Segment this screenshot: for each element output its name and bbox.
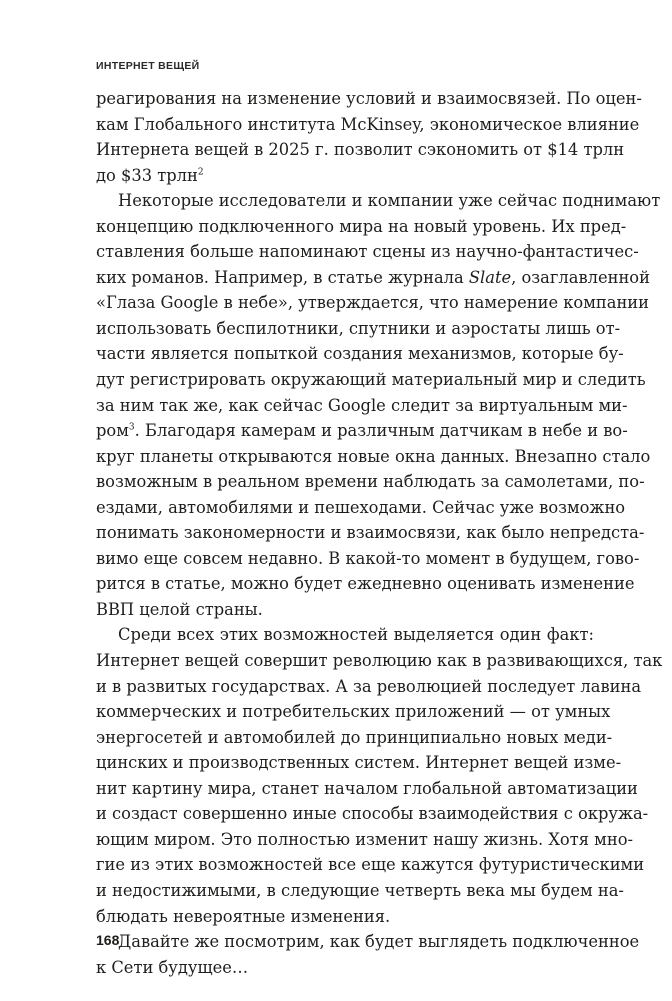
text-line: за ним так же, как сейчас Google следит за виртуальным ми- bbox=[96, 395, 628, 415]
line-text: до $33 трлн bbox=[96, 165, 198, 185]
text-line: использовать беспилотники, спутники и аэростаты лишь от- bbox=[96, 318, 621, 338]
text-line: к Сети будущее… bbox=[96, 957, 249, 977]
text-line bbox=[96, 265, 650, 291]
text-line: ездами, автомобилями и пешеходами. Сейчас уже возможно bbox=[96, 497, 626, 517]
text-line: и в развитых государствах. А за революцией последует лавина bbox=[96, 676, 642, 696]
text-line: возможным в реальном времени наблюдать за самолетами, по- bbox=[96, 472, 645, 492]
line-text: ких романов. Например, в статье журнала bbox=[96, 267, 469, 287]
text-line: дут регистрировать окружающий материальный мир и следить bbox=[96, 370, 646, 390]
text-line: рится в статье, можно будет ежедневно оценивать изменение bbox=[96, 574, 635, 594]
text-line: части является попыткой создания механизмов, которые бу- bbox=[96, 344, 624, 364]
line-text: ром bbox=[96, 421, 129, 441]
paragraph bbox=[96, 188, 661, 622]
running-header: ИНТЕРНЕТ ВЕЩЕЙ bbox=[96, 60, 200, 72]
footnote-marker: 3 bbox=[128, 422, 135, 433]
text-line: и создаст совершенно иные способы взаимодействия с окружа- bbox=[96, 804, 649, 824]
line-text: , озаглавленной bbox=[511, 267, 650, 287]
text-line: концепцию подключенного мира на новый уровень. Их пред- bbox=[96, 216, 627, 236]
footnote-marker: 2 bbox=[197, 167, 204, 178]
text-line: понимать закономерности и взаимосвязи, как было непредста- bbox=[96, 523, 645, 543]
text-line: «Глаза Google в небе», утверждается, что намерение компании bbox=[96, 293, 650, 313]
text-line: ющим миром. Это полностью изменит нашу жизнь. Хотя мно- bbox=[96, 829, 633, 849]
text-line: энергосетей и автомобилей до принципиально новых меди- bbox=[96, 727, 613, 747]
text-line: Среди всех этих возможностей выделяется один факт: bbox=[118, 625, 594, 645]
text-line: реагирования на изменение условий и взаимосвязей. По оцен- bbox=[96, 89, 642, 108]
paragraph bbox=[96, 86, 642, 188]
line-text: . Благодаря камерам и различным датчикам в небе и во- bbox=[134, 421, 628, 441]
text-line: ВВП целой страны. bbox=[96, 599, 263, 619]
text-line: блюдать невероятные изменения. bbox=[96, 906, 391, 926]
text-line bbox=[96, 418, 628, 444]
italic-title: Slate bbox=[468, 267, 512, 287]
paragraph bbox=[96, 929, 640, 980]
text-line: гие из этих возможностей все еще кажутся футуристическими bbox=[96, 855, 645, 875]
text-line: Некоторые исследователи и компании уже сейчас поднимают bbox=[118, 191, 661, 211]
text-line: Давайте же посмотрим, как будет выглядеть подключенное bbox=[118, 932, 640, 952]
text-line: цинских и производственных систем. Интернет вещей изме- bbox=[96, 753, 622, 773]
text-line: кам Глобального института McKinsey, экономическое влияние bbox=[96, 114, 640, 134]
page-number: 168 bbox=[96, 932, 120, 948]
text-line: вимо еще совсем недавно. В какой-то момент в будущем, гово- bbox=[96, 548, 640, 568]
text-line: Интернет вещей совершит революцию как в развивающихся, так bbox=[96, 651, 663, 671]
paragraph bbox=[96, 622, 663, 929]
text-line bbox=[96, 163, 594, 189]
text-line: нит картину мира, станет началом глобальной автоматизации bbox=[96, 778, 638, 798]
text-line: и недостижимыми, в следующие четверть века мы будем на- bbox=[96, 880, 624, 900]
text-line: Интернета вещей в 2025 г. позволит сэкономить от $14 трлн bbox=[96, 140, 625, 160]
body-text bbox=[96, 86, 663, 980]
text-line: ставления больше напоминают сцены из научно-фантастичес- bbox=[96, 242, 639, 262]
text-line: круг планеты открываются новые окна данных. Внезапно стало bbox=[96, 446, 651, 466]
text-line: коммерческих и потребительских приложений — от умных bbox=[96, 702, 611, 722]
